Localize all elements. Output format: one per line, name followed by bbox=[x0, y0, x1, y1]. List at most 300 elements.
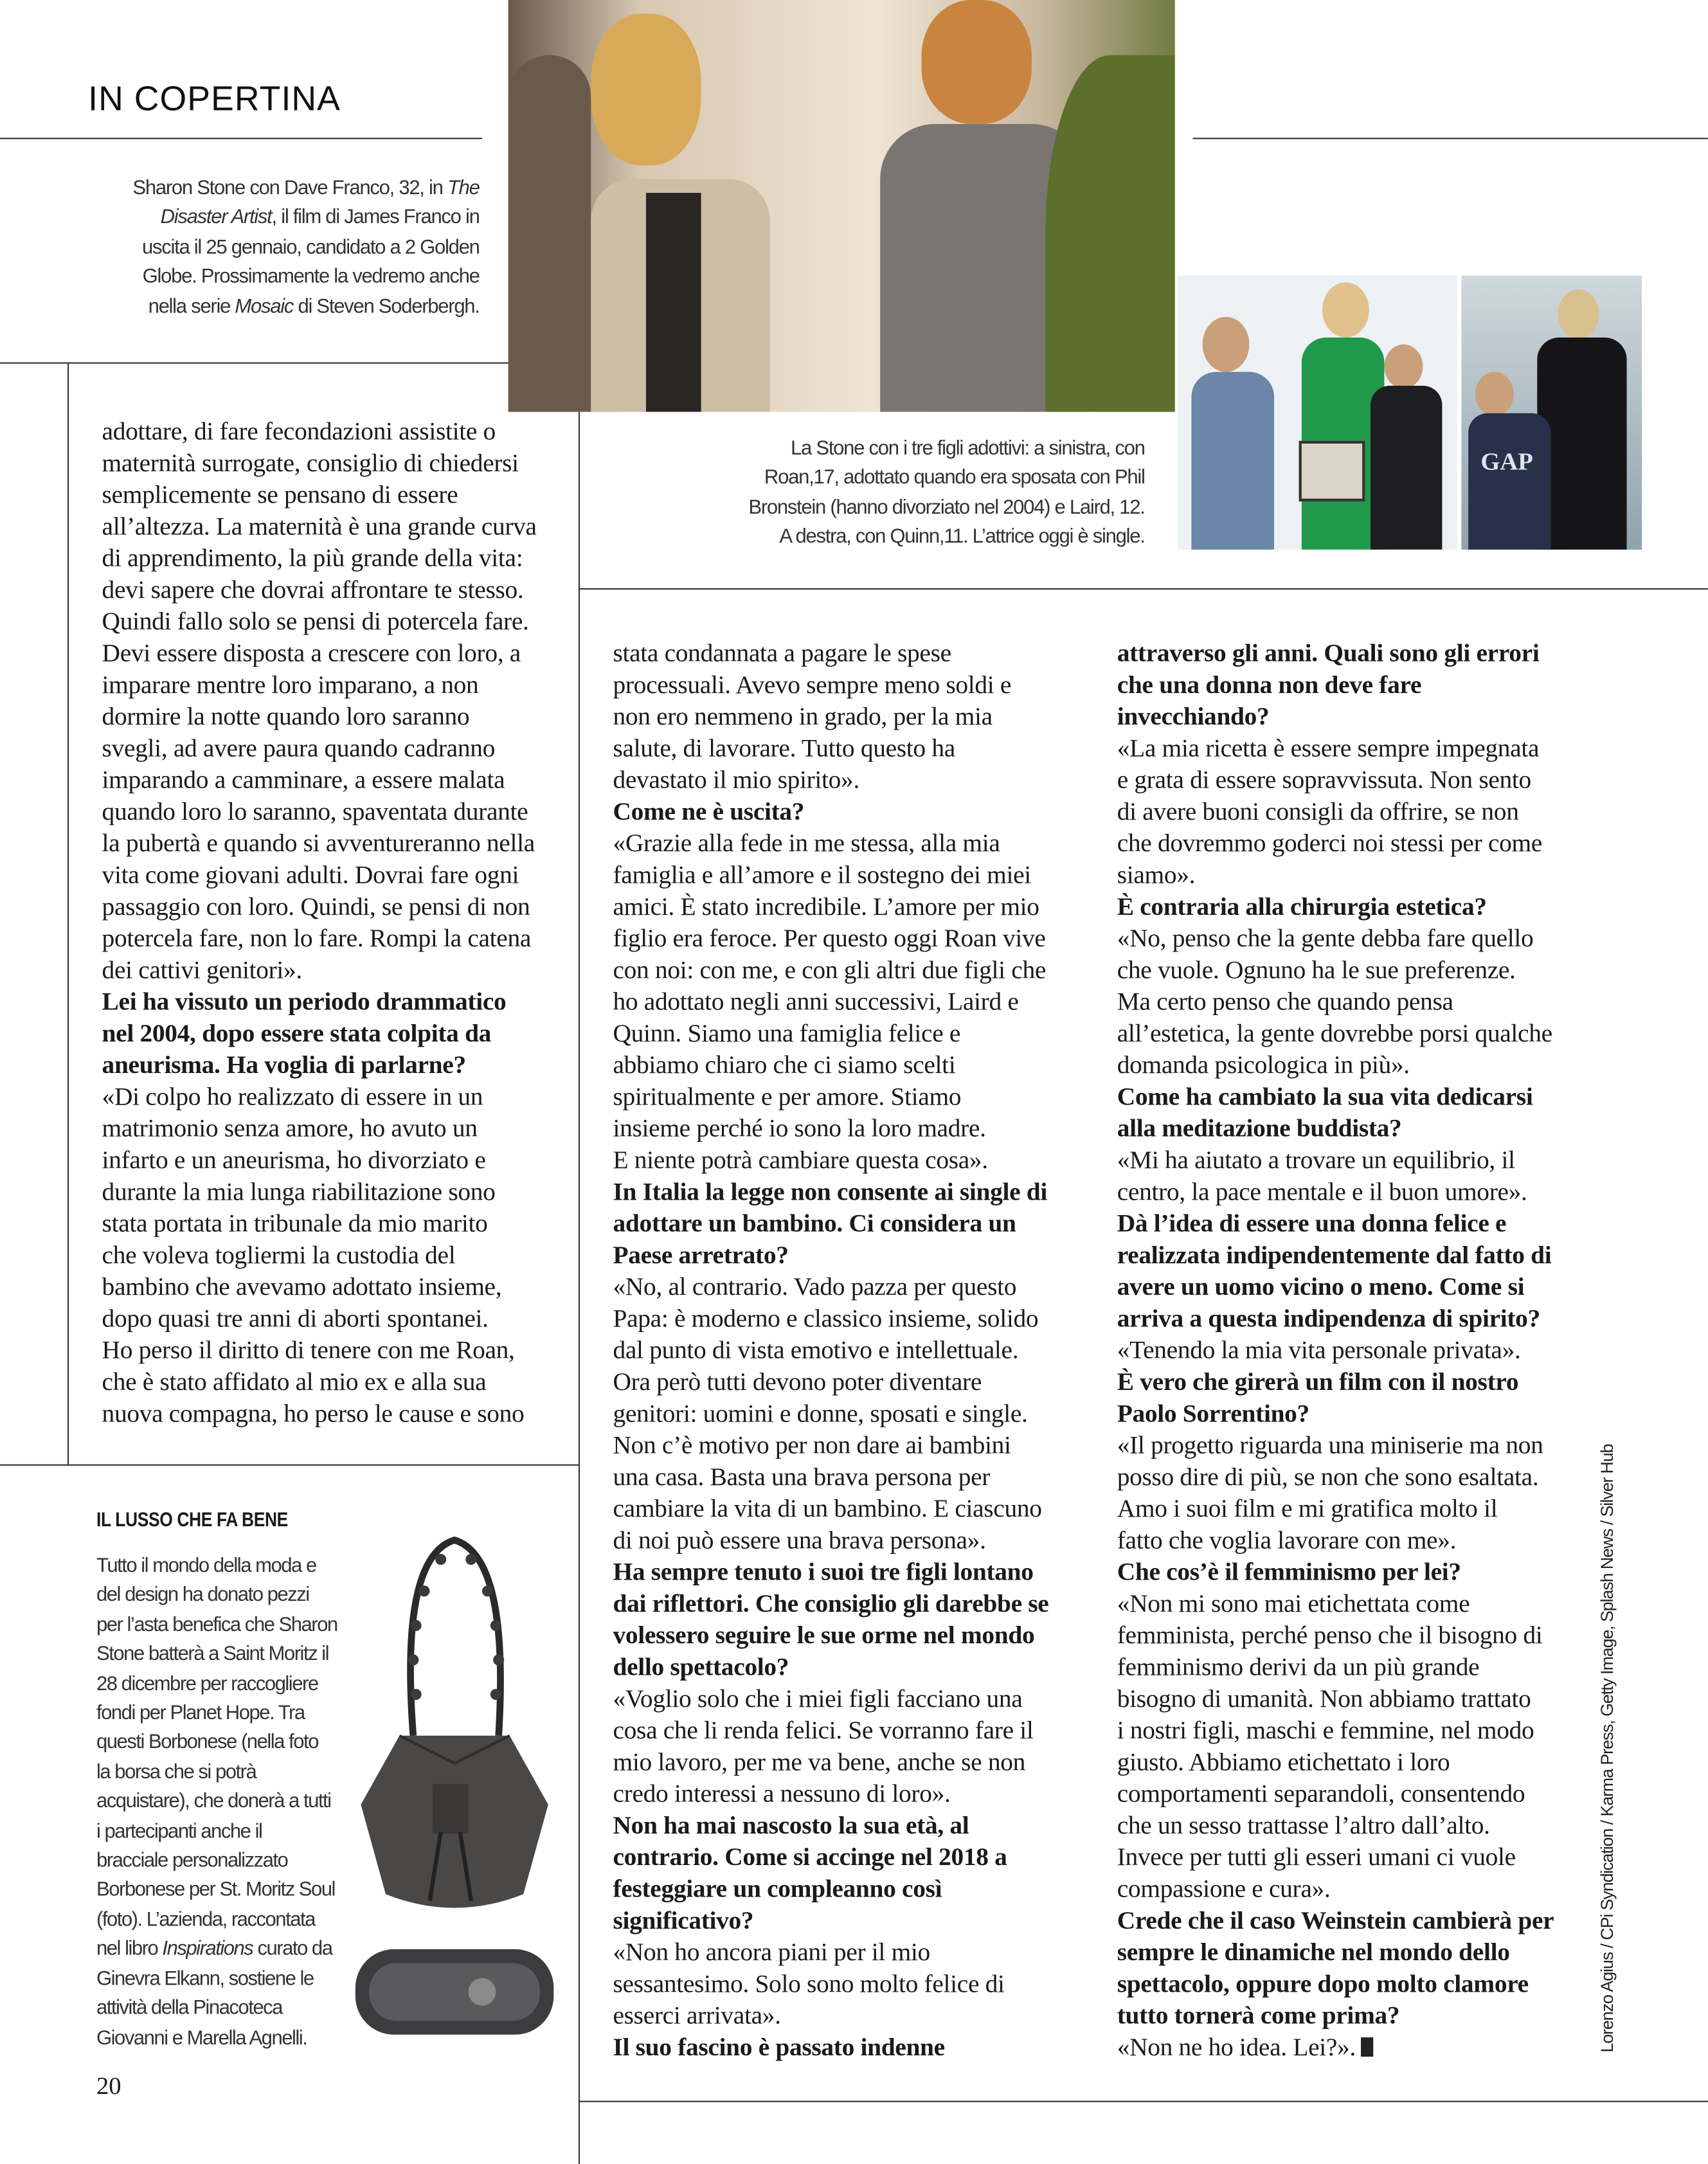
line-text: semplicemente se pensano di essere bbox=[102, 480, 458, 509]
line-text: volessero seguire le sue orme nel mondo bbox=[613, 1621, 1035, 1649]
interview-question-line bbox=[613, 796, 1049, 827]
caption-text: di Steven Soderbergh. bbox=[293, 295, 480, 318]
line-text: svegli, ad avere paura quando cadranno bbox=[102, 734, 495, 762]
line-text: credo interessi a nessuno di loro». bbox=[613, 1780, 951, 1808]
article-text-line bbox=[102, 1145, 537, 1177]
article-text-line bbox=[102, 511, 537, 543]
line-text: Ora però tutti devono poter diventare bbox=[613, 1367, 982, 1396]
line-text: tutto tornerà come prima? bbox=[1117, 2001, 1400, 2030]
line-text: infarto e un aneurisma, ho divorziato e bbox=[102, 1146, 486, 1174]
line-text: figlio era feroce. Per questo oggi Roan vive bbox=[613, 924, 1046, 952]
interview-question-line bbox=[613, 1208, 1049, 1240]
line-text: dello spettacolo? bbox=[613, 1653, 789, 1681]
line-text: Come ha cambiato la sua vita dedicarsi bbox=[1117, 1083, 1533, 1111]
section-title: IN COPERTINA bbox=[88, 80, 341, 119]
sidebar-body bbox=[96, 1553, 337, 2054]
line-text: invecchiando? bbox=[1117, 702, 1270, 730]
line-text: fatto che voglia lavorare con me». bbox=[1117, 1526, 1457, 1554]
line-text: stata portata in tribunale da mio marito bbox=[102, 1209, 488, 1238]
article-text-line bbox=[613, 1113, 1049, 1144]
divider bbox=[67, 363, 69, 1465]
interview-question-line bbox=[102, 1018, 537, 1049]
article-text-line bbox=[613, 2000, 1049, 2032]
article-text-line bbox=[613, 1303, 1049, 1335]
caption-text: uscita il 25 gennaio, candidato a 2 Golden bbox=[141, 237, 480, 259]
line-text: alla meditazione buddista? bbox=[1117, 1114, 1402, 1142]
article-text-line bbox=[613, 1398, 1049, 1430]
divider bbox=[579, 588, 1708, 590]
article-text-line bbox=[613, 860, 1049, 891]
interview-question-line bbox=[1117, 1240, 1554, 1271]
line-text: Quindi fallo solo se pensi di potercela fare. bbox=[102, 607, 529, 635]
line-text: potercela fare, non lo fare. Rompi la catena bbox=[102, 924, 532, 952]
line-text: devi sapere che dovrai affrontare te stesso. bbox=[102, 575, 524, 604]
article-column-3 bbox=[1117, 638, 1554, 2064]
line-text: matrimonio senza amore, ho avuto un bbox=[102, 1114, 478, 1142]
article-text-line bbox=[102, 1398, 537, 1430]
line-text: spiritualmente e per amore. Stiamo bbox=[613, 1083, 962, 1111]
line-text: bambino che avevamo adottato insieme, bbox=[102, 1272, 502, 1301]
article-text-line bbox=[102, 1335, 537, 1366]
article-text-line bbox=[613, 1937, 1049, 1969]
sidebar-line: (foto). L’azienda, raccontata bbox=[96, 1909, 315, 1931]
line-text: non ero nemmeno in grado, per la mia bbox=[613, 702, 993, 730]
article-text-line bbox=[1117, 1620, 1554, 1652]
line-text: comportamenti separandoli, consentendo bbox=[1117, 1780, 1525, 1808]
line-text: Non ha mai nascosto la sua età, al bbox=[613, 1811, 969, 1839]
sidebar-line: i partecipanti anche il bbox=[96, 1820, 262, 1843]
interview-question-line bbox=[613, 1905, 1049, 1936]
line-text: i nostri figli, maschi e femmine, nel modo bbox=[1117, 1716, 1534, 1744]
interview-question-line bbox=[1117, 1905, 1554, 1936]
article-text-line bbox=[102, 1272, 537, 1303]
article-text-line bbox=[613, 1430, 1049, 1461]
article-text-line bbox=[613, 764, 1049, 796]
caption-text: Globe. Prossimamente la vedremo anche bbox=[142, 266, 480, 289]
line-text: processuali. Avevo sempre meno soldi e bbox=[613, 671, 1012, 699]
interview-question-line bbox=[613, 1873, 1049, 1905]
article-text-line bbox=[102, 796, 537, 827]
line-text: che vuole. Ognuno ha le sue preferenze. bbox=[1117, 956, 1516, 984]
line-text: femminista, perché penso che il bisogno di bbox=[1117, 1621, 1543, 1649]
interview-question-line bbox=[1117, 1081, 1554, 1113]
line-text: Che cos’è il femminismo per lei? bbox=[1117, 1558, 1461, 1586]
line-text: Crede che il caso Weinstein cambierà per bbox=[1117, 1906, 1554, 1934]
sidebar-line: attività della Pinacoteca bbox=[96, 1997, 282, 2020]
interview-question-line bbox=[613, 1177, 1049, 1208]
sidebar-line: questi Borbonese (nella foto bbox=[96, 1732, 318, 1754]
family-photo-left bbox=[1178, 276, 1457, 550]
interview-question-line bbox=[1117, 1208, 1554, 1240]
article-text-line bbox=[613, 828, 1049, 860]
article-text-line bbox=[1117, 1050, 1554, 1081]
sidebar-line: Tutto il mondo della moda e bbox=[96, 1555, 316, 1578]
line-text: Papa: è moderno e classico insieme, solido bbox=[613, 1304, 1039, 1332]
line-text: che un sesso trattasse l’altro dall’alto. bbox=[1117, 1811, 1490, 1839]
sidebar-line: Stone batterà a Saint Moritz il bbox=[96, 1643, 329, 1666]
interview-question-line bbox=[613, 2032, 1049, 2063]
divider bbox=[0, 138, 482, 139]
line-text: durante la mia lunga riabilitazione sono bbox=[102, 1178, 496, 1205]
interview-question-line bbox=[1117, 669, 1554, 701]
gap-logo: GAP bbox=[1480, 447, 1533, 476]
article-text-line bbox=[1117, 986, 1554, 1018]
line-text: imparando a camminare, a essere malata bbox=[102, 766, 505, 794]
line-text: Il suo fascino è passato indenne bbox=[613, 2033, 945, 2061]
article-text-line bbox=[102, 638, 537, 669]
divider bbox=[579, 363, 580, 2164]
article-text-line bbox=[1117, 1842, 1554, 1873]
line-text: all’estetica, la gente dovrebbe porsi qualche bbox=[1117, 1019, 1552, 1047]
line-text: passaggio con loro. Quindi, se pensi di non bbox=[102, 892, 530, 921]
main-photo-caption bbox=[66, 175, 480, 322]
line-text: «Non ne ho idea. Lei?». bbox=[1117, 2033, 1356, 2061]
caption-line: Bronstein (hanno divorziato nel 2004) e Laird, 12. bbox=[748, 497, 1145, 519]
page-number: 20 bbox=[96, 2071, 121, 2100]
line-text: maternità surrogate, consiglio di chiedersi bbox=[102, 449, 519, 477]
article-text-line bbox=[613, 1145, 1049, 1177]
line-text: «No, al contrario. Vado pazza per questo bbox=[613, 1272, 1017, 1301]
line-text: devastato il mio spirito». bbox=[613, 766, 859, 794]
article-text-line bbox=[1117, 1747, 1554, 1778]
article-text-line bbox=[1117, 733, 1554, 764]
line-text: «No, penso che la gente debba fare quello bbox=[1117, 924, 1534, 952]
line-text: genitori: uomini e donne, sposati e single. bbox=[613, 1399, 1028, 1427]
caption-film-title: The bbox=[447, 177, 480, 200]
line-text: abbiamo chiaro che ci siamo scelti bbox=[613, 1050, 956, 1079]
article-text-line bbox=[1117, 1430, 1554, 1461]
article-text-line bbox=[1117, 2032, 1554, 2063]
article-text-line bbox=[613, 891, 1049, 923]
article-column-2 bbox=[613, 638, 1049, 2064]
line-text: È contraria alla chirurgia estetica? bbox=[1117, 892, 1487, 921]
line-text: femminismo derivi da un più grande bbox=[1117, 1653, 1480, 1681]
interview-question-line bbox=[1117, 1937, 1554, 1969]
line-text: significativo? bbox=[613, 1906, 754, 1934]
interview-question-line bbox=[613, 1842, 1049, 1873]
article-text-line bbox=[1117, 1683, 1554, 1715]
handbag-photo bbox=[345, 1529, 565, 2039]
line-text: realizzata indipendentemente dal fatto di bbox=[1117, 1241, 1552, 1269]
interview-question-line bbox=[613, 1810, 1049, 1842]
line-text: Paese arretrato? bbox=[613, 1241, 789, 1269]
divider bbox=[0, 363, 579, 364]
line-text: arriva a questa indipendenza di spirito? bbox=[1117, 1304, 1540, 1332]
article-text-line bbox=[102, 955, 537, 986]
caption-text: nella serie bbox=[148, 295, 235, 318]
line-text: «La mia ricetta è essere sempre impegnata bbox=[1117, 734, 1540, 762]
line-text: ho adottato negli anni successivi, Laird e bbox=[613, 987, 1019, 1016]
line-text: nel libro bbox=[96, 1938, 163, 1961]
line-text: siamo». bbox=[1117, 861, 1196, 889]
caption-line: La Stone con i tre figli adottivi: a sinistra, con bbox=[791, 438, 1145, 460]
article-text-line bbox=[1117, 1145, 1554, 1177]
sidebar-line: bracciale personalizzato bbox=[96, 1850, 288, 1873]
article-text-line bbox=[1117, 828, 1554, 860]
interview-question-line bbox=[1117, 1303, 1554, 1335]
article-text-line bbox=[1117, 1461, 1554, 1493]
line-text: Ma certo penso che quando pensa bbox=[1117, 987, 1453, 1016]
line-text: «Tenendo la mia vita personale privata». bbox=[1117, 1336, 1521, 1364]
line-text: posso dire di più, se non che sono esaltata. bbox=[1117, 1463, 1539, 1491]
line-text: una casa. Basta una brava persona per bbox=[613, 1463, 991, 1491]
interview-question-line bbox=[1117, 1398, 1554, 1430]
sidebar-line: la borsa che si potrà bbox=[96, 1762, 256, 1784]
article-text-line bbox=[613, 669, 1049, 701]
sidebar-line: fondi per Planet Hope. Tra bbox=[96, 1702, 305, 1725]
line-text: compassione e cura». bbox=[1117, 1875, 1331, 1903]
article-text-line bbox=[613, 923, 1049, 955]
article-text-line bbox=[613, 1747, 1049, 1778]
line-text: famiglia e all’amore e il sostegno dei miei bbox=[613, 861, 1031, 889]
caption-film-title: Disaster Artist bbox=[160, 207, 272, 230]
sidebar-line: 28 dicembre per raccogliere bbox=[96, 1673, 318, 1695]
line-text: bisogno di umanità. Non abbiamo trattato bbox=[1117, 1684, 1531, 1713]
line-text: «Non ho ancora piani per il mio bbox=[613, 1938, 930, 1966]
article-text-line bbox=[102, 575, 537, 606]
interview-question-line bbox=[613, 1620, 1049, 1652]
article-text-line bbox=[102, 1240, 537, 1271]
article-text-line bbox=[613, 1715, 1049, 1747]
main-photo bbox=[508, 0, 1175, 412]
line-text: È vero che girerà un film con il nostro bbox=[1117, 1367, 1519, 1396]
article-text-line bbox=[1117, 1493, 1554, 1525]
article-text-line bbox=[102, 891, 537, 923]
line-text: contrario. Come si accinge nel 2018 a bbox=[613, 1843, 1007, 1871]
family-photo-right bbox=[1461, 276, 1642, 550]
article-text-line bbox=[1117, 923, 1554, 955]
photo-credits: Lorenzo Agius / CPi Syndication / Karma Press, Getty Image, Splash News / Silver Hub bbox=[1597, 1444, 1617, 2053]
line-text: Amo i suoi film e mi gratifica molto il bbox=[1117, 1494, 1498, 1522]
line-text: «Il progetto riguarda una miniserie ma non bbox=[1117, 1431, 1543, 1459]
line-text: di noi può essere una brava persona». bbox=[613, 1526, 986, 1554]
article-text-line bbox=[1117, 860, 1554, 891]
line-text: Dà l’idea di essere una donna felice e bbox=[1117, 1209, 1507, 1238]
interview-question-line bbox=[1117, 1969, 1554, 2000]
article-text-line bbox=[1117, 1810, 1554, 1842]
line-text: che una donna non deve fare bbox=[1117, 671, 1422, 699]
article-text-line bbox=[613, 1018, 1049, 1049]
line-text: festeggiare un compleanno così bbox=[613, 1875, 942, 1903]
line-text: quando loro lo saranno, spaventata durante bbox=[102, 797, 528, 825]
article-text-line bbox=[613, 955, 1049, 986]
article-text-line bbox=[613, 1969, 1049, 2000]
line-text: dai riflettori. Che consiglio gli darebbe se bbox=[613, 1589, 1049, 1618]
line-text: che dovremmo goderci noi stessi per come bbox=[1117, 829, 1542, 857]
sidebar-line: del design ha donato pezzi bbox=[96, 1584, 309, 1607]
article-text-line bbox=[102, 1303, 537, 1335]
line-text: stata condannata a pagare le spese bbox=[613, 639, 951, 667]
line-text: imparare mentre loro imparano, a non bbox=[102, 671, 479, 699]
article-text-line bbox=[1117, 1018, 1554, 1049]
line-text: sessantesimo. Solo sono molto felice di bbox=[613, 1970, 1005, 1997]
article-text-line bbox=[613, 1335, 1049, 1366]
line-text: insieme perché io sono la loro madre. bbox=[613, 1114, 986, 1142]
line-text: «Mi ha aiutato a trovare un equilibrio, il bbox=[1117, 1146, 1515, 1174]
article-text-line bbox=[102, 480, 537, 511]
sidebar-title: IL LUSSO CHE FA BENE bbox=[96, 1510, 288, 1532]
line-text: all’altezza. La maternità è una grande curva bbox=[102, 512, 537, 540]
article-text-line bbox=[102, 1113, 537, 1144]
article-text-line bbox=[613, 1272, 1049, 1303]
caption-line: A destra, con Quinn,11. L’attrice oggi è single. bbox=[779, 526, 1145, 549]
interview-question-line bbox=[1117, 701, 1554, 733]
article-text-line bbox=[1117, 955, 1554, 986]
line-text: attraverso gli anni. Quali sono gli errori bbox=[1117, 639, 1540, 667]
caption-text: , il film di James Franco in bbox=[271, 207, 480, 230]
line-text: Non c’è motivo per non dare ai bambini bbox=[613, 1431, 1011, 1459]
line-text: cosa che li renda felici. Se vorranno fare il bbox=[613, 1716, 1034, 1744]
line-text: avere un uomo vicino o meno. Come si bbox=[1117, 1272, 1525, 1301]
article-text-line bbox=[102, 733, 537, 764]
interview-question-line bbox=[613, 1652, 1049, 1683]
article-text-line bbox=[613, 1493, 1049, 1525]
article-text-line bbox=[613, 1683, 1049, 1715]
sidebar-line: acquistare), che donerà a tutti bbox=[96, 1791, 331, 1814]
line-text: «Voglio solo che i miei figli facciano una bbox=[613, 1684, 1023, 1713]
line-text: che è stato affidato al mio ex e alla sua bbox=[102, 1367, 487, 1396]
article-text-line bbox=[102, 416, 537, 447]
interview-question-line bbox=[1117, 1367, 1554, 1398]
line-text: sempre le dinamiche nel mondo dello bbox=[1117, 1938, 1510, 1966]
article-text-line bbox=[1117, 1715, 1554, 1747]
book-title: Inspirations bbox=[162, 1938, 253, 1961]
line-text: dal punto di vista emotivo e intellettuale. bbox=[613, 1336, 1019, 1364]
line-text: In Italia la legge non consente ai single di bbox=[613, 1178, 1048, 1205]
line-text: Devi essere disposta a crescere con loro, a bbox=[102, 639, 521, 667]
line-text: di avere buoni consigli da offrire, se non bbox=[1117, 797, 1519, 825]
line-text: nel 2004, dopo essere stata colpita da bbox=[102, 1019, 492, 1047]
line-text: la pubertà e quando si avventureranno nella bbox=[102, 829, 535, 857]
article-text-line bbox=[102, 860, 537, 891]
sidebar-line bbox=[96, 1936, 337, 1965]
article-text-line bbox=[613, 1461, 1049, 1493]
line-text: spettacolo, oppure dopo molto clamore bbox=[1117, 1970, 1529, 1997]
line-text: di apprendimento, la più grande della vita: bbox=[102, 544, 523, 572]
line-text: giusto. Abbiamo etichettato i loro bbox=[1117, 1748, 1450, 1776]
article-text-line bbox=[613, 701, 1049, 733]
article-text-line bbox=[102, 669, 537, 701]
line-text: dormire la notte quando loro saranno bbox=[102, 702, 470, 730]
caption-series-title: Mosaic bbox=[235, 295, 294, 318]
line-text: adottare, di fare fecondazioni assistite o bbox=[102, 417, 496, 446]
article-text-line bbox=[1117, 1778, 1554, 1810]
article-text-line bbox=[1117, 1873, 1554, 1905]
divider bbox=[579, 2101, 1708, 2102]
article-text-line bbox=[613, 733, 1049, 764]
article-text-line bbox=[1117, 1177, 1554, 1208]
line-text: cambiare la vita di un bambino. E ciascuno bbox=[613, 1494, 1042, 1522]
article-text-line bbox=[1117, 764, 1554, 796]
interview-question-line bbox=[1117, 1272, 1554, 1303]
article-text-line bbox=[1117, 796, 1554, 827]
article-text-line bbox=[102, 447, 537, 479]
line-text: dei cattivi genitori». bbox=[102, 956, 302, 984]
caption-line: Roan,17, adottato quando era sposata con Phil bbox=[764, 467, 1145, 490]
line-text: «Di colpo ho realizzato di essere in un bbox=[102, 1083, 483, 1111]
sidebar-line: per l’asta benefica che Sharon bbox=[96, 1614, 337, 1637]
interview-question-line bbox=[102, 1050, 537, 1081]
article-text-line bbox=[102, 1177, 537, 1208]
article-text-line bbox=[102, 764, 537, 796]
interview-question-line bbox=[1117, 891, 1554, 923]
article-text-line bbox=[613, 1778, 1049, 1810]
interview-question-line bbox=[613, 1556, 1049, 1588]
sidebar-line: Ginevra Elkann, sostiene le bbox=[96, 1968, 314, 1990]
interview-question-line bbox=[1117, 2000, 1554, 2032]
article-text-line bbox=[1117, 1652, 1554, 1683]
sidebar-line: Giovanni e Marella Agnelli. bbox=[96, 2026, 307, 2050]
family-photo-caption bbox=[594, 435, 1145, 553]
article-text-line bbox=[613, 1367, 1049, 1398]
interview-question-line bbox=[613, 1589, 1049, 1620]
interview-question-line bbox=[1117, 1113, 1554, 1144]
article-text-line bbox=[613, 638, 1049, 669]
line-text: esserci arrivata». bbox=[613, 2001, 781, 2030]
line-text: «Non mi sono mai etichettata come bbox=[1117, 1589, 1470, 1618]
line-text: curato da bbox=[253, 1938, 332, 1961]
line-text: amici. È stato incredibile. L’amore per mio bbox=[613, 892, 1039, 921]
article-text-line bbox=[102, 701, 537, 733]
line-text: con noi: con me, e con gli altri due figli che bbox=[613, 956, 1047, 984]
article-text-line bbox=[102, 1081, 537, 1113]
line-text: «Grazie alla fede in me stessa, alla mia bbox=[613, 829, 1000, 857]
line-text: che voleva togliermi la custodia del bbox=[102, 1241, 456, 1269]
article-text-line bbox=[102, 606, 537, 638]
line-text: Quinn. Siamo una famiglia felice e bbox=[613, 1019, 961, 1047]
line-text: mio lavoro, per me va bene, anche se non bbox=[613, 1748, 1026, 1776]
article-text-line bbox=[102, 923, 537, 955]
article-text-line bbox=[613, 986, 1049, 1018]
line-text: Invece per tutti gli esseri umani ci vuole bbox=[1117, 1843, 1516, 1871]
interview-question-line bbox=[1117, 638, 1554, 669]
article-column-1 bbox=[102, 416, 537, 1430]
interview-question-line bbox=[102, 986, 537, 1018]
article-text-line bbox=[1117, 1335, 1554, 1366]
line-text: nuova compagna, ho perso le cause e sono bbox=[102, 1399, 525, 1427]
line-text: salute, di lavorare. Tutto questo ha bbox=[613, 734, 955, 762]
sidebar-line: Borbonese per St. Moritz Soul bbox=[96, 1879, 335, 1902]
article-text-line bbox=[102, 1208, 537, 1240]
end-mark-icon bbox=[1362, 2037, 1374, 2057]
line-text: Paolo Sorrentino? bbox=[1117, 1399, 1309, 1427]
divider bbox=[0, 1465, 579, 1466]
line-text: adottare un bambino. Ci considera un bbox=[613, 1209, 1016, 1238]
line-text: centro, la pace mentale e il buon umore». bbox=[1117, 1178, 1527, 1205]
line-text: aneurisma. Ha voglia di parlarne? bbox=[102, 1050, 466, 1079]
interview-question-line bbox=[613, 1240, 1049, 1271]
line-text: Come ne è uscita? bbox=[613, 797, 805, 825]
line-text: e grata di essere sopravvissuta. Non sento bbox=[1117, 766, 1531, 794]
article-text-line bbox=[613, 1050, 1049, 1081]
line-text: dopo quasi tre anni di aborti spontanei. bbox=[102, 1304, 489, 1332]
article-text-line bbox=[102, 828, 537, 860]
line-text: domanda psicologica in più». bbox=[1117, 1050, 1410, 1079]
line-text: Ha sempre tenuto i suoi tre figli lontano bbox=[613, 1558, 1034, 1586]
article-text-line bbox=[1117, 1589, 1554, 1620]
divider bbox=[1193, 138, 1708, 139]
line-text: Lei ha vissuto un periodo drammatico bbox=[102, 987, 507, 1016]
line-text: E niente potrà cambiare questa cosa». bbox=[613, 1146, 988, 1174]
article-text-line bbox=[613, 1525, 1049, 1556]
article-text-line bbox=[613, 1081, 1049, 1113]
caption-text: Sharon Stone con Dave Franco, 32, in bbox=[132, 177, 447, 200]
article-text-line bbox=[102, 543, 537, 574]
line-text: Ho perso il diritto di tenere con me Roan, bbox=[102, 1336, 515, 1364]
line-text: vita come giovani adulti. Dovrai fare ogni bbox=[102, 861, 519, 889]
article-text-line bbox=[102, 1367, 537, 1398]
interview-question-line bbox=[1117, 1556, 1554, 1588]
